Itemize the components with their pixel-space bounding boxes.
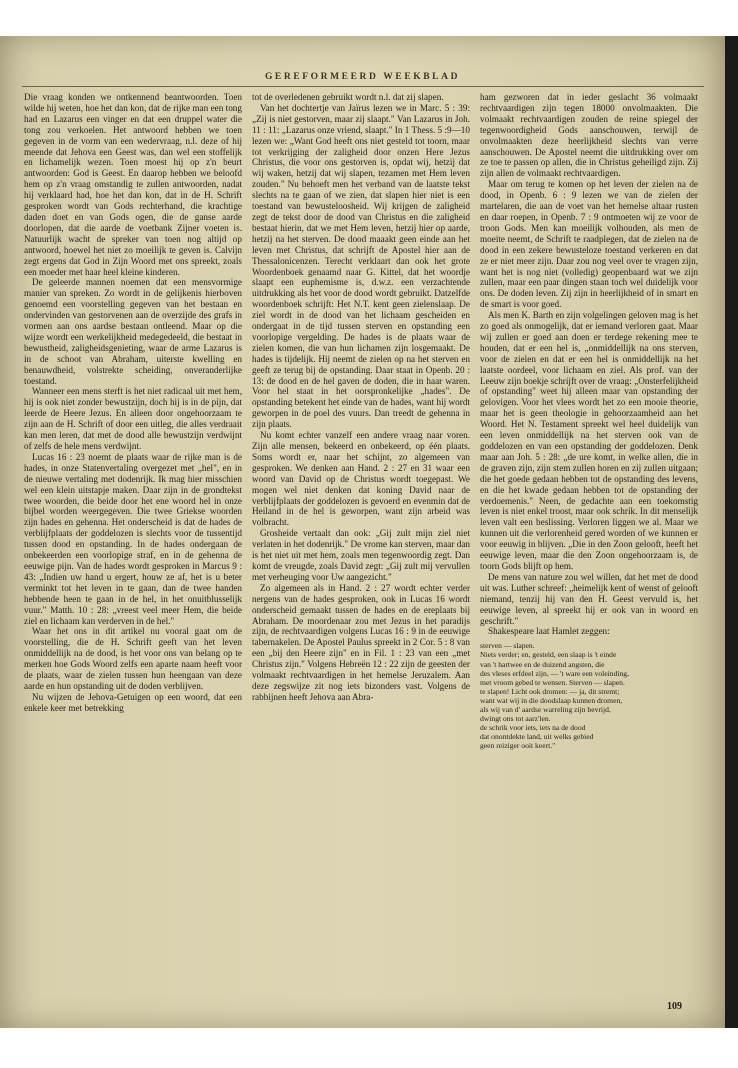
paragraph: Grosheide vertaalt dan ook: „Gij zult mijn ziel niet verlaten in het dodenrijk." De vrome kan sterven, maar dan is het niet uit met hem, zoals men tegenwoordig zegt. Dan komt de vreugde, zoals David zegt: „Gij zult mij vervullen met verheuging voor Uw aangezicht.": [252, 528, 470, 582]
paragraph: Waar het ons in dit artikel nu vooral gaat om de voorstelling, die de H. Schrift geeft van het leven onmiddellijk na de dood, is het voor ons van belang op te merken hoe Gods Woord zelfs een aparte naam heeft voor de plaats, waar de zielen tussen hun heengaan van deze aarde en hun opstanding uit de doden verblijven.: [24, 626, 242, 691]
top-margin: [0, 0, 738, 36]
paragraph: Nu komt echter vanzelf een andere vraag naar voren. Zijn alle mensen, bekeerd en onbekeerd, op één plaats. Soms wordt er, naar het schijnt, zo algemeen van gesproken. We denken aan Hand. 2 : 27 en 31 waar een woord van David op de Christus wordt toegepast. We mogen wel niet denken dat koning David naar de verblijfplaats der goddelozen is gevoerd en evenmin dat de Heiland in de hel is geworpen, want zijn arbeid was volbracht.: [252, 430, 470, 528]
paragraph: Wanneer een mens sterft is het niet radicaal uit met hem, hij is ook niet zonder bewustzijn, doch hij is in de pijn, dat leerde de Heere Jezus. En alleen door ongehoorzaam te zijn aan de H. Schrift of door een uitleg, die alles verdraait kan men leren, dat met de dood alle bewustzijn verdwijnt of zelfs de hele mens verdwijnt.: [24, 386, 242, 451]
text-column-3: [480, 92, 698, 992]
bottom-margin: [0, 1028, 738, 1068]
paragraph: De mens van nature zou wel willen, dat het met de dood uit was. Luther schreef: „heimelijk kent of wenst of gelooft niemand, tenzij hij van den H. Geest vervuld is, het eeuwige leven, al spreekt hij er ook van in woord en geschrift.": [480, 571, 698, 626]
hamlet-quote: sterven — slapen. Niets verder; en, gesteld, een slaap is 't einde van 't hartwee en de duizend angsten, die des vleses erfdeel zijn, — 't ware een voleinding, met vroom gebed te wensen. Sterven — slapen. te slapen! Licht ook dromen: — ja, dit stremt; want wat wij in die doodslaap kunnen dromen, als wij van d' aardse warreling zijn bevrijd, dwingt ons tot aarz'len. de schrik voor iets, iets na de dood dat onontdekte land, uit welks gebied geen reiziger ooit keert.": [480, 641, 629, 751]
page-right-edge: [725, 36, 738, 1028]
paragraph: Shakespeare laat Hamlet zeggen:: [488, 626, 610, 637]
paragraph: Als men K. Barth en zijn volgelingen geloven mag is het zo goed als onmogelijk, dat er iemand verloren gaat. Maar wij zullen er goed aan doen er terdege rekening mee te houden, dat er een hel is, „onmiddellijk na ons sterven, voor de zielen en dat er een hel is onmiddellijk na het laatste oordeel, voor lichaam en ziel. Als prof. van der Leeuw zijn boekje schrijft over de vraag: „Onsterfelijkheid of opstanding" weet hij alleen maar van opstanding der gelovigen. Voor het vlees wordt het zo een mooie theorie, maar het is geen theologie in gehoorzaamheid aan het Woord. Het N. Testament spreekt wel heel duidelijk van een leven onmiddellijk na het sterven ook van de goddelozen en van een opstanding der goddelozen. Denk maar aan Joh. 5 : 28: „de ure komt, in welke allen, die in de graven zijn, zijn stem zullen horen en zij zullen uitgaan; die het goede gedaan hebben tot de opstanding des levens, en die het kwade gedaan hebben tot de opstanding der verdoemenis." Neen, de gedachte aan een toekomstig leven is niet enkel troost, maar ook schrik. In dit menselijk leven valt een beslissing. Verloren liggen we al. Maar we kunnen uit die verlorenheid gered worden of we kunnen er voor eeuwig in blijven. „Die in den Zoon gelooft, heeft het eeuwige leven, maar die den Zoon ongehoorzaam is, de toorn Gods blijft op hem.: [480, 310, 698, 571]
paragraph: Van het dochtertje van Jaïrus lezen we in Marc. 5 : 39: „Zij is niet gestorven, maar zij slaapt." Van Lazarus in Joh. 11 : 11: „Lazarus onze vriend, slaapt." In 1 Thess. 5 :9—10 lezen we: „Want God heeft ons niet gesteld tot toorn, maar tot verkrijging der zaligheid door onzen Here Jezus Christus, die voor ons gestorven is, opdat wij, hetzij dat wij waken, hetzij dat wij slapen, tezamen met Hem leven zouden." Nu behoeft men het verband van de laatste tekst slechts na te gaan of we zien, dat slapen hier niet is een toestand van bewusteloosheid. Wij krijgen de zaligheid zegt de tekst door de dood van Christus en die zaligheid bestaat hierin, dat we met Hem leven, hetzij hier op aarde, hetzij na het sterven. De dood maaakt geen einde aan het leven met Christus, dat schrijft de Apostel hier aan de Thessalonicenzen. Terecht verklaart dan ook het grote Woordenboek genaamd naar G. Kittel, dat het woordje slaapt een euphemisme is, d.w.z. een verzachtende uitdrukking als het voor de dood wordt gebruikt. Datzelfde woordenboek schrijft: Het N.T. kent geen zielenslaap. De ziel wordt in de dood van het lichaam gescheiden en ondergaat in de tijd tussen sterven en opstanding een voorlopige vergelding. De hades is de plaats waar de zielen komen, die van hun lichamen zijn losgemaakt. De hades is tijdelijk. Hij neemt de zielen op na het sterven en geeft ze terug bij de opstanding. Daar staat in Openb. 20 : 13: de dood en de hel gaven de doden, die in haar waren. Voor hel staat in het oorspronkelijke „hades". De opstanding betekent het einde van de hades, want hij wordt geworpen in de poel des vuurs. Dan treedt de gehenna in zijn plaats.: [252, 102, 470, 430]
paragraph: De geleerde mannen noemen dat een mensvormige manier van spreken. Zo wordt in de gelijkenis hierboven genoemd een voorstelling gegeven van het bestaan en ondervinden van gestorvenen aan de overzijde des grafs in vormen aan ons aardse bestaan ontleend. Maar op die wijze wordt een werkelijkheid medegedeeld, die bestaat in bewustheid, zaligheidsgenieting, waar de arme Lazarus is in de schoot van Abraham, uiterste kwelling en benauwdheid, volstrekte scheiding, onveranderlijke toestand.: [24, 277, 242, 386]
paragraph: tot de overledenen gebruikt wordt n.l. dat zij slapen.: [252, 92, 444, 102]
page-header: GEREFORMEERD WEEKBLAD: [264, 72, 461, 82]
paragraph: Zo algemeen als in Hand. 2 : 27 wordt echter verder nergens van de hades gesproken, ook in Lucas 16 wordt onderscheid gemaakt tussen de hades en de ereplaats bij Abraham. De moordenaar zou met Jezus in het paradijs zijn, de rechtvaardigen volgens Lucas 16 : 9 in de eeuwige tabernakelen. De Apostel Paulus spreekt in 2 Cor. 5 : 8 van een „bij den Heere zijn" en in Fil. 1 : 23 van een „met Christus zijn." Volgens Hebreën 12 : 22 zijn de geesten der volmaakt rechtvaardigen in het hemelse Jeruzalem. Aan deze zegswijze zit nog iets bizonders vast. Volgens de rabbijnen heeft Jehova aan Abra-: [252, 582, 470, 702]
paragraph: Lucas 16 : 23 noemt de plaats waar de rijke man is de hades, in onze Statenvertaling overgezet met „hel", en in de nieuwe vertaling met dodenrijk. Ik mag hier misschien wel een klein uitstapje maken. Daar zijn in de grondtekst twee woorden, die beide door het ene woord hel in onze bijbel worden weergegeven. Die twee Griekse woorden zijn hades en gehenna. Het onderscheid is dat de hades de verblijfplaats der goddelozen is slechts voor de tussentijd tussen dood en opstanding. In de hades ondergaan de onbekeerden een voorlopige straf, en in de gehenna de eeuwige pijn. Van de hades wordt gesproken in Marcus 9 : 43: „Indien uw hand u ergert, houw ze af, het is u beter verminkt tot het leven in te gaan, dan de twee handen hebbende heen te gaan in de hel, in het onuitblusselijk vuur." Matth. 10 : 28: „vreest veel meer Hem, die beide ziel en lichaam kan verderven in de hel.": [24, 451, 242, 626]
paragraph: Die vraag konden we ontkennend beantwoorden. Toen wilde hij weten, hoe het dan kon, dat de rijke man een tong had en Lazarus een vinger en dat een druppel water die tong zou verkoelen. Het antwoord hebben we toen gegeven in de vorm van een wedervraag, n.l. deze of hij meende dat Jehova een Geest was, dan wel een stoffelijk en lichamelijk wezen. Toen moest hij op z'n beurt antwoorden: God is Geest. En daarop hebben we beloofd hem op z'n vraag omstandig te zullen antwoorden, nadat hij verklaard had, hoe het dan kon, dat in de H. Schrift gesproken wordt van Gods rechterhand, die krachtige daden doet en van Gods ogen, die de ganse aarde doorlopen, dat die aarde de voetbank Zijner voeten is. Natuurlijk wacht de spreker van toen nog altijd op antwoord, hoewel het niet zo moeilijk te geven is. Calvijn zegt ergens dat God in Zijn Woord met ons spreekt, zoals een moeder met haar heel kleine kinderen.: [24, 92, 242, 277]
header-rule: [22, 86, 704, 87]
text-column-2: [252, 92, 470, 992]
text-column-1: [24, 92, 242, 992]
paragraph: Maar om terug te komen op het leven der zielen na de dood, in Openb. 6 : 9 lezen we van de zielen der martelaren, die aan de voet van het hemelse altaar rusten en daar roepen, in Openb. 7 : 9 ontmoeten wij ze voor de troon Gods. Men kan moeilijk volhouden, als men de moeite neemt, de Schrift te raadplegen, dat de zielen na de dood in een zekere bewusteloze toestand verkeren en dat ze er niet meer zijn. Daar zou nog veel over te vragen zijn, want het is nog niet (volledig) geopenbaard wat we zijn zullen, maar een paar dingen staan toch wel duidelijk voor ons. De doden leven. Zij zijn in heerlijkheid of in smart en de smart is voor goed.: [480, 179, 698, 310]
paragraph: Nu wijzen de Jehova-Getuigen op een woord, dat een enkele keer met betrekking: [24, 691, 242, 713]
page-number: 109: [667, 1001, 682, 1012]
paragraph: ham gezworen dat in ieder geslacht 36 volmaakt rechtvaardigen zijn tegen 18000 onvolmaakten. Die volmaakt rechtvaardigen zouden de reine spiegel der tegenwoordigheid Gods aanschouwen, terwijl de onvolmaakten deze heerlijkheid slechts van verre aanschouwen. De Apostel neemt die uitdrukking over om ze toe te passen op allen, die in Christus geheiligd zijn. Zij zijn allen de volmaakt rechtvaardigen.: [480, 92, 698, 179]
